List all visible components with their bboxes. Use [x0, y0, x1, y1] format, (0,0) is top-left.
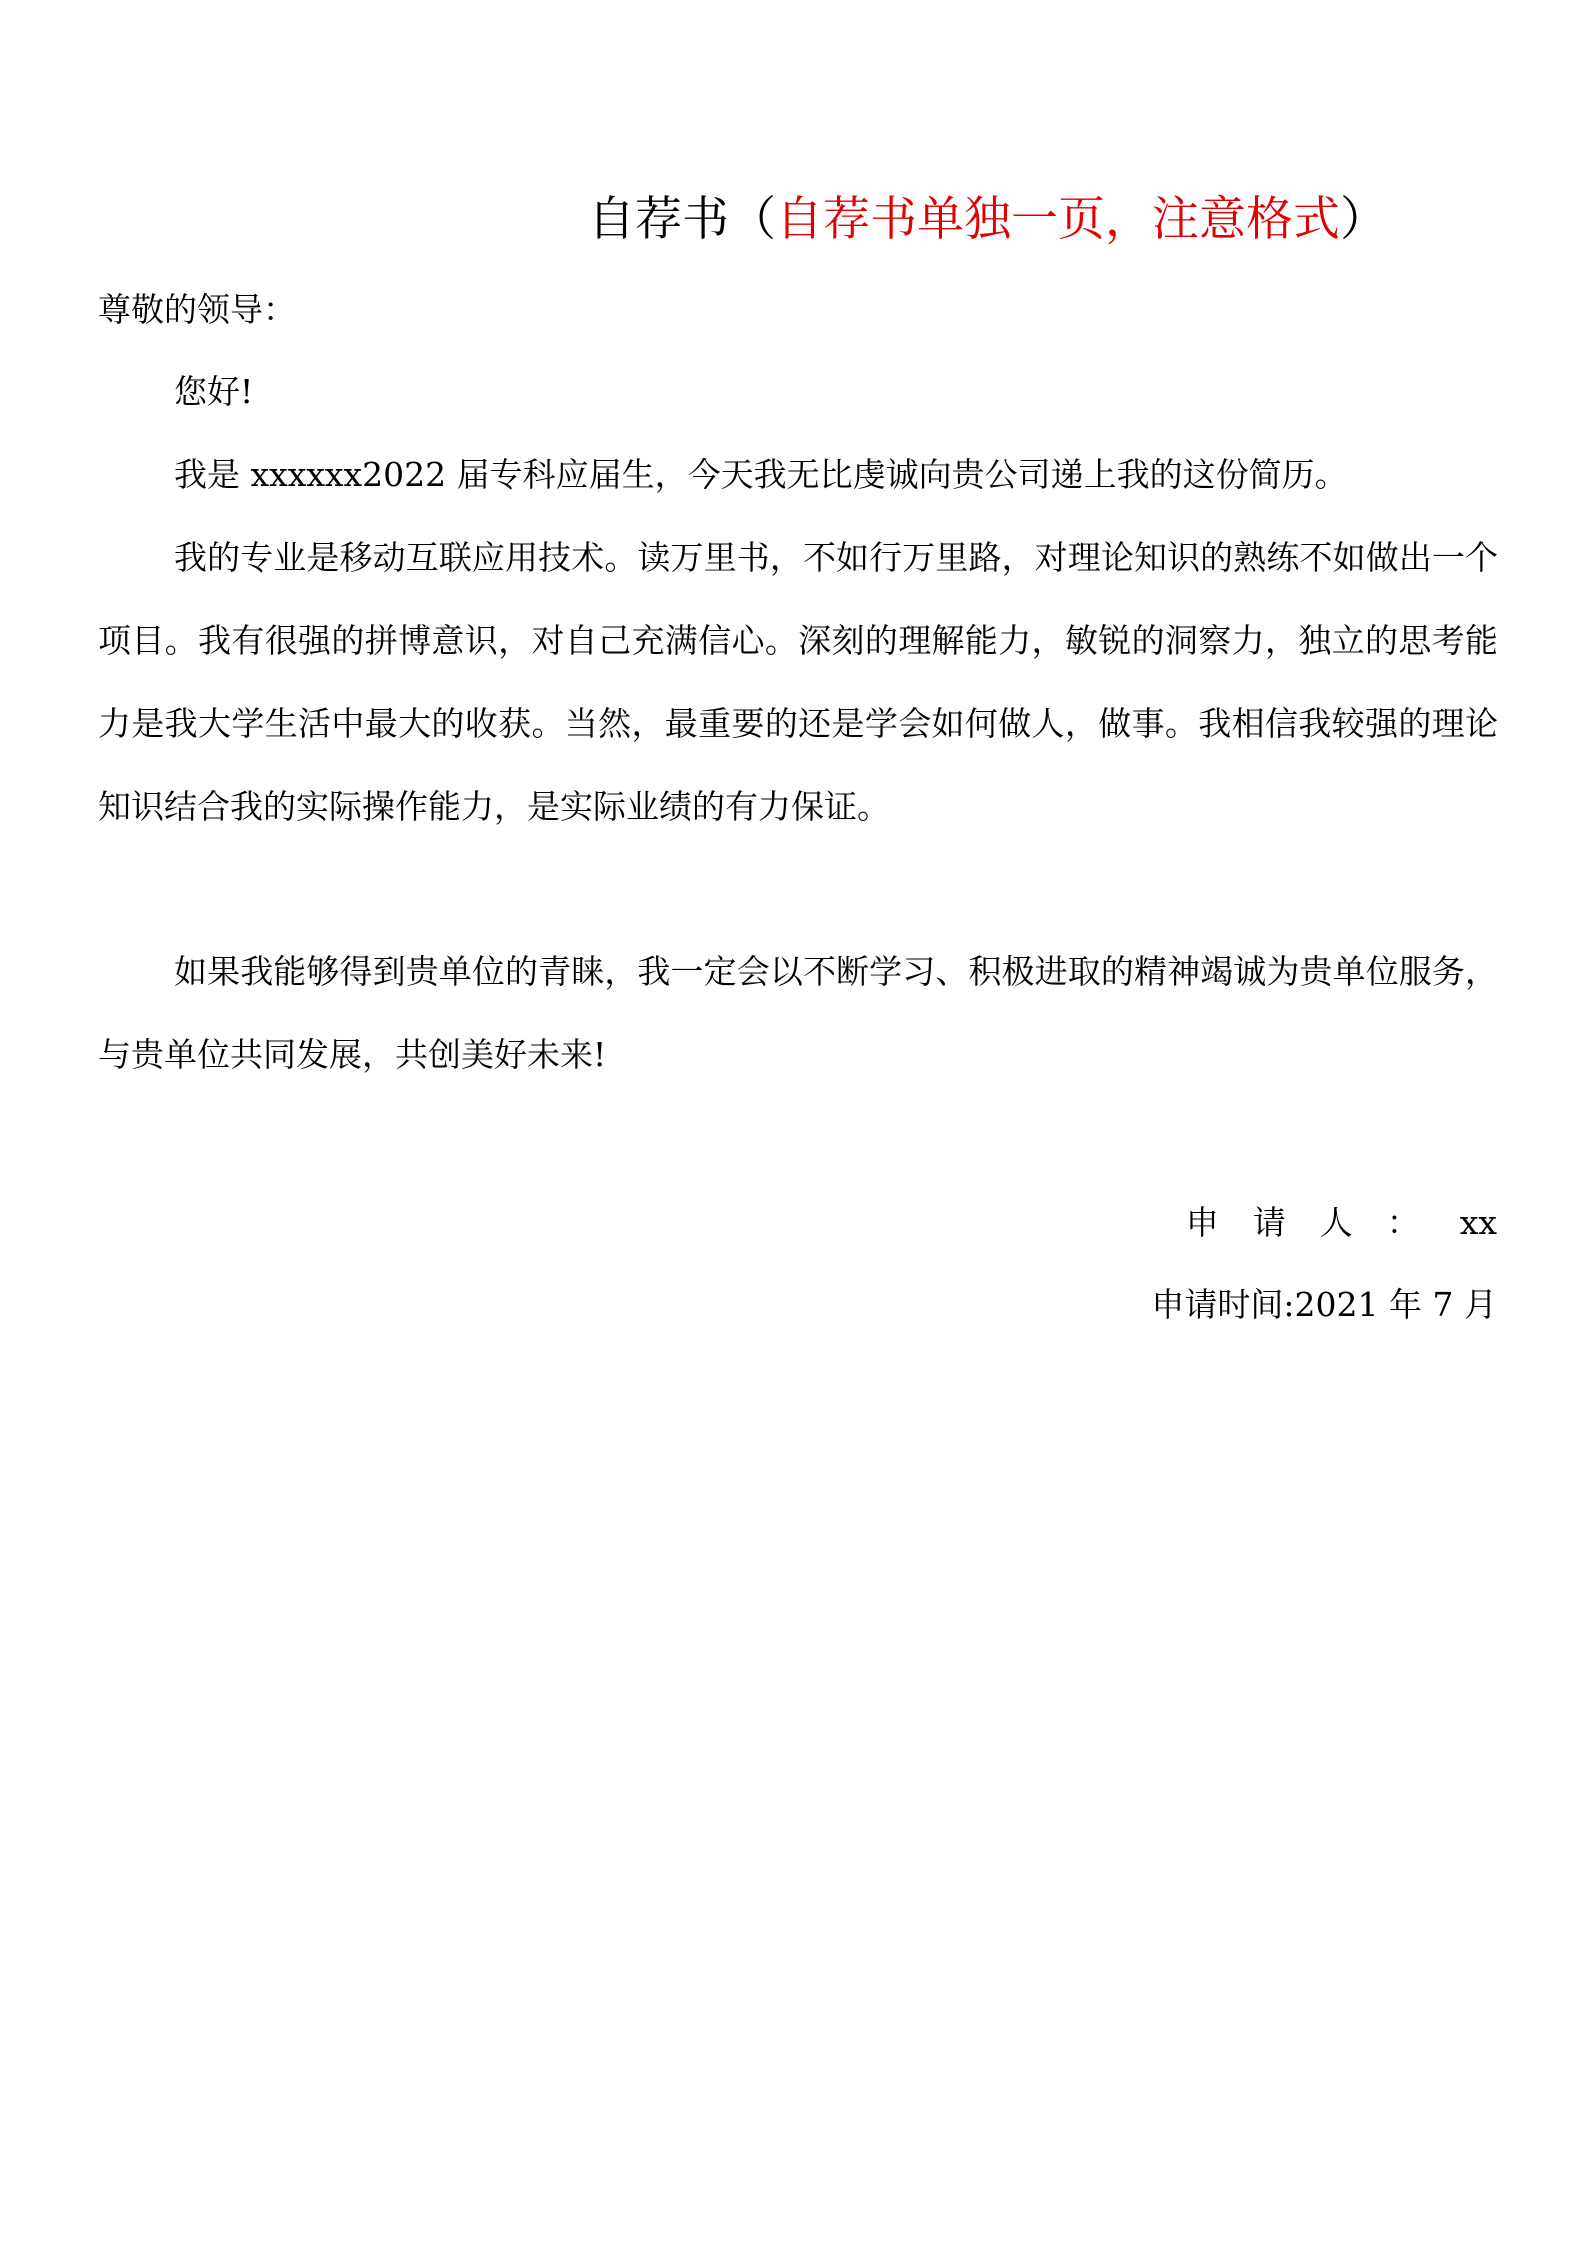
- applicant-label: 申请人: [1185, 1203, 1387, 1242]
- paragraph-closing: 如果我能够得到贵单位的青睐，我一定会以不断学习、积极进取的精神竭诚为贵单位服务，与贵单位共同发展，共创美好未来!: [98, 952, 1498, 1074]
- signature-date: 申请时间:2021 年 7 月: [1151, 1285, 1497, 1324]
- salutation: 尊敬的领导：: [98, 290, 296, 329]
- title-main: 自荐书（: [588, 192, 776, 247]
- paragraph-intro: 我是 xxxxxx2022 届专科应届生，今天我无比虔诚向贵公司递上我的这份简历。: [174, 455, 1348, 494]
- greeting: 您好!: [174, 372, 254, 411]
- title-close: ）: [1340, 192, 1387, 247]
- applicant-value: xx: [1459, 1203, 1497, 1242]
- signature-applicant: [1186, 1193, 1497, 1253]
- paragraph-major: 我的专业是移动互联应用技术。读万里书，不如行万里路，对理论知识的熟练不如做出一个项目。我有很强的拼博意识，对自己充满信心。深刻的理解能力，敏锐的洞察力，独立的思考能力是我大学生活中最大的收获。当然，最重要的还是学会如何做人，做事。我相信我较强的理论知识结合我的实际操作能力，是实际业绩的有力保证。: [98, 538, 1498, 826]
- title-note: 自荐书单独一页，注意格式: [776, 192, 1340, 247]
- page-title: [588, 188, 1488, 252]
- applicant-colon: ：: [1386, 1203, 1420, 1242]
